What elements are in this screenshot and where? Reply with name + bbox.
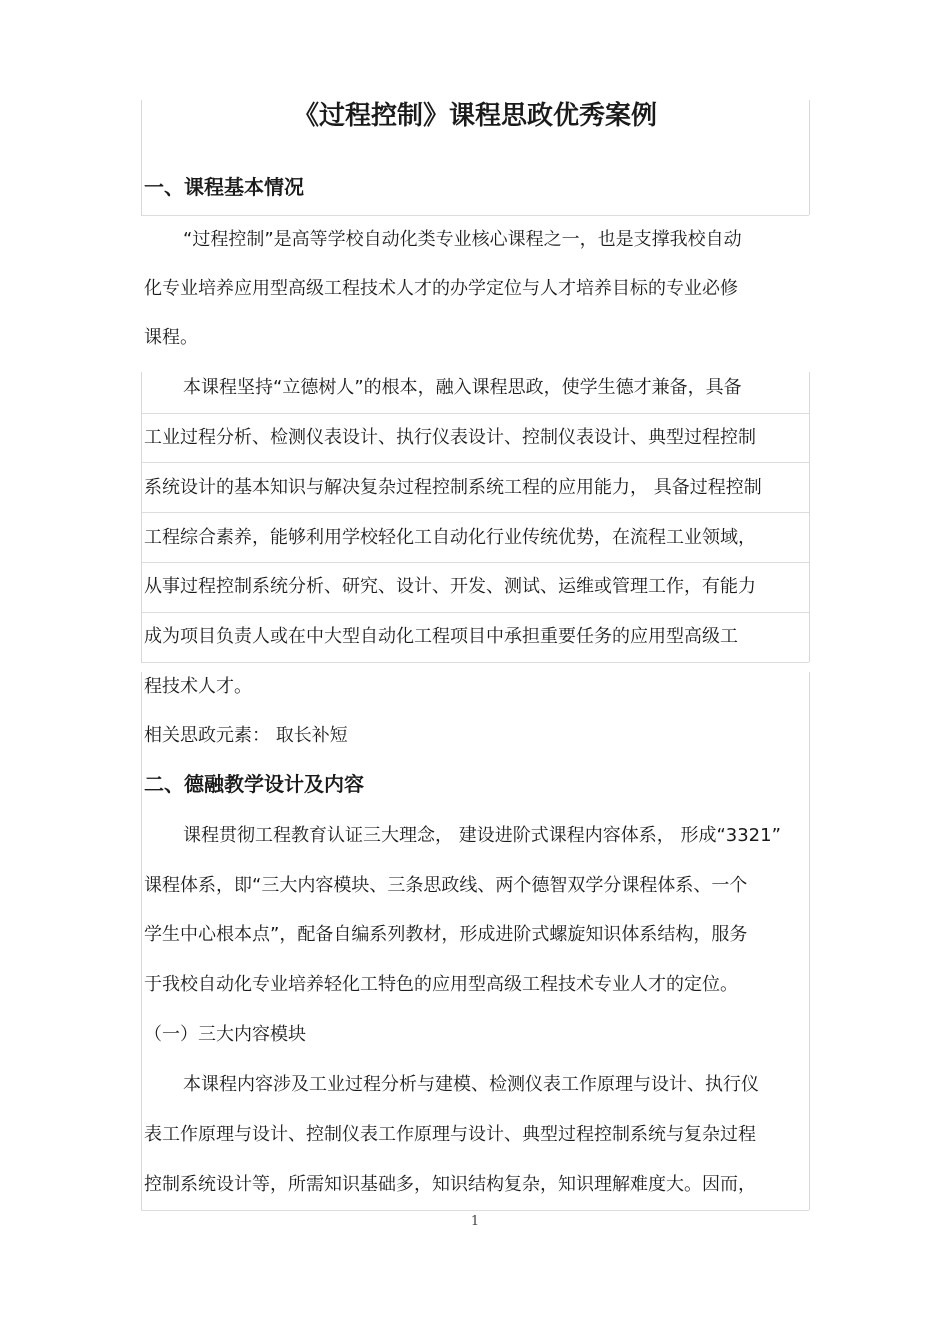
page-number: 1 [470, 1214, 480, 1229]
frame-mid [141, 372, 810, 662]
paragraph-line: 课程。 [144, 327, 198, 348]
paragraph-line: 化专业培养应用型高级工程技术人才的办学定位与人才培养目标的专业必修 [144, 278, 738, 299]
section-heading: 二、德融教学设计及内容 [144, 772, 364, 796]
subsection-heading: （一）三大内容模块 [144, 1024, 306, 1045]
paragraph-line: 课程贯彻工程教育认证三大理念， 建设进阶式课程内容体系， 形成“3321” [183, 825, 781, 846]
paragraph-line: 本课程坚持“立德树人”的根本，融入课程思政，使学生德才兼备，具备 [183, 377, 742, 398]
frame-rule [141, 215, 809, 216]
frame-rule [141, 612, 809, 613]
paragraph-line: 从事过程控制系统分析、研究、设计、开发、测试、运维或管理工作，有能力 [144, 576, 756, 597]
paragraph-line: “过程控制”是高等学校自动化类专业核心课程之一，也是支撑我校自动 [183, 229, 742, 250]
paragraph-line: 于我校自动化专业培养轻化工特色的应用型高级工程技术专业人才的定位。 [144, 974, 738, 995]
frame-rule [141, 462, 809, 463]
paragraph-line: 学生中心根本点”，配备自编系列教材，形成进阶式螺旋知识体系结构，服务 [144, 924, 748, 945]
paragraph-line: 本课程内容涉及工业过程分析与建模、检测仪表工作原理与设计、执行仪 [183, 1074, 759, 1095]
document-title: 《过程控制》课程思政优秀案例 [292, 101, 657, 131]
ideology-elements: 相关思政元素： 取长补短 [144, 725, 348, 746]
frame-rule [141, 512, 809, 513]
paragraph-line: 程技术人才。 [144, 676, 252, 697]
paragraph-line: 表工作原理与设计、控制仪表工作原理与设计、典型过程控制系统与复杂过程 [144, 1124, 756, 1145]
paragraph-line: 工业过程分析、检测仪表设计、执行仪表设计、控制仪表设计、典型过程控制 [144, 427, 756, 448]
paragraph-line: 工程综合素养，能够利用学校轻化工自动化行业传统优势，在流程工业领域， [144, 527, 756, 548]
frame-rule [141, 562, 809, 563]
paragraph-line: 课程体系，即“三大内容模块、三条思政线、两个德智双学分课程体系、一个 [144, 875, 748, 896]
paragraph-line: 成为项目负责人或在中大型自动化工程项目中承担重要任务的应用型高级工 [144, 626, 738, 647]
section-heading: 一、课程基本情况 [144, 175, 304, 199]
paragraph-line: 系统设计的基本知识与解决复杂过程控制系统工程的应用能力， 具备过程控制 [144, 477, 762, 498]
frame-rule [141, 413, 809, 414]
frame-rule [141, 1210, 809, 1211]
paragraph-line: 控制系统设计等，所需知识基础多，知识结构复杂，知识理解难度大。因而， [144, 1174, 756, 1195]
frame-rule [141, 662, 809, 663]
